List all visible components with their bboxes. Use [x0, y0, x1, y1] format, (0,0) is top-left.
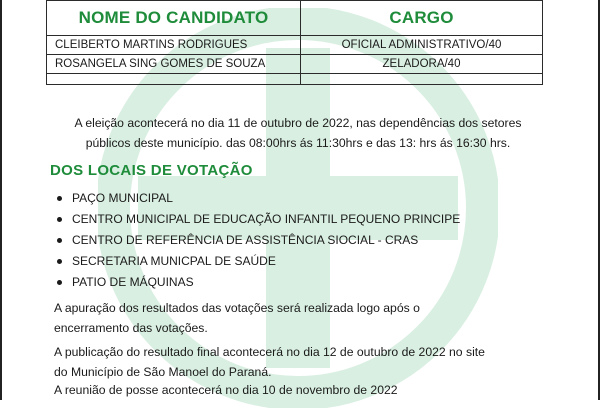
counting-paragraph — [54, 298, 554, 338]
voting-locations-list — [54, 188, 460, 293]
location-label: CENTRO DE REFERÊNCIA DE ASSISTÊNCIA SIOCIAL - CRAS — [72, 233, 419, 247]
candidate-role: ZELADORA/40 — [301, 55, 543, 74]
bullet-icon — [57, 259, 62, 264]
header-candidate-name: NOME DO CANDIDATO — [47, 1, 301, 36]
election-line-1: A eleição acontecerá no dia 11 de outubro de 2022, nas dependências dos setores — [74, 116, 522, 130]
inauguration-line-1: A reunião de posse acontecerá no dia 10 de novembro de 2022 — [54, 383, 398, 397]
publication-line-1: A publicação do resultado final acontecerá no dia 12 de outubro de 2022 no site — [54, 345, 485, 359]
list-item — [54, 272, 460, 293]
publication-paragraph — [54, 342, 554, 382]
inauguration-paragraph — [54, 380, 554, 400]
list-item — [54, 188, 460, 209]
list-item — [54, 230, 460, 251]
bullet-icon — [57, 217, 62, 222]
bullet-icon — [57, 238, 62, 243]
counting-line-2: encerramento das votações. — [54, 321, 208, 335]
list-item — [54, 251, 460, 272]
location-label: PATIO DE MÁQUINAS — [72, 275, 194, 289]
election-line-2: públicos deste município. das 08:00hrs ás 11:30hrs e das 13: hrs ás 16:30 hrs. — [85, 136, 511, 150]
candidate-name: ROSANGELA SING GOMES DE SOUZA — [47, 55, 301, 74]
voting-locations-heading: DOS LOCAIS DE VOTAÇÃO — [50, 162, 253, 179]
election-paragraph — [48, 113, 548, 153]
location-label: CENTRO MUNICIPAL DE EDUCAÇÃO INFANTIL PEQUENO PRINCIPE — [72, 212, 461, 226]
bullet-icon — [57, 196, 62, 201]
candidate-role: OFICIAL ADMINISTRATIVO/40 — [301, 36, 543, 55]
bullet-icon — [57, 280, 62, 285]
list-item — [54, 209, 460, 230]
location-label: PAÇO MUNICIPAL — [72, 191, 173, 205]
header-position: CARGO — [301, 1, 543, 36]
counting-line-1: A apuração dos resultados das votações será realizada logo após o — [54, 301, 420, 315]
publication-line-2: do Município de São Manoel do Paraná. — [54, 365, 272, 379]
location-label: SECRETARIA MUNICPAL DE SAÚDE — [72, 254, 276, 268]
candidate-name: CLEIBERTO MARTINS RODRIGUES — [47, 36, 301, 55]
